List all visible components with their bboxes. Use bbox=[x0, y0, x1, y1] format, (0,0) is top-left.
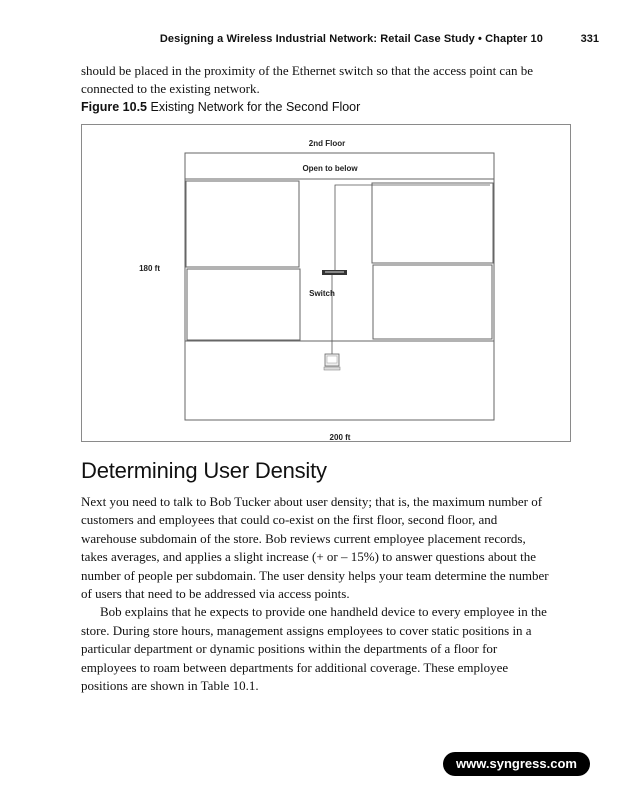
intro-paragraph: should be placed in the proximity of the Ethernet switch so that the access point can be connected to the existing network. bbox=[81, 63, 533, 96]
department-top-right bbox=[372, 183, 493, 263]
running-header bbox=[0, 33, 620, 49]
page-number: 331 bbox=[580, 33, 599, 45]
website-badge: www.syngress.com bbox=[443, 752, 590, 776]
figure-number: Figure 10.5 bbox=[81, 100, 147, 114]
body-paragraph: Next you need to talk to Bob Tucker about user density; that is, the maximum number of customers and employees that could co-exist on the first floor, second floor, and warehouse subdomain of the store. Bob reviews current employee placement records, takes averages, and applies a slight increase (+ or – 15%) to answer questions about the number of people per subdomain. The user density helps your team determine the number of users that need to be addressed via access points. bbox=[81, 494, 549, 602]
department-mid-left bbox=[187, 269, 300, 340]
width-dimension-label: 200 ft bbox=[329, 433, 351, 442]
running-title: Designing a Wireless Industrial Network: Retail Case Study • Chapter 10 bbox=[159, 33, 543, 45]
department-mid-right bbox=[373, 265, 492, 339]
switch-label: Switch bbox=[309, 289, 335, 298]
department-top-left bbox=[186, 181, 299, 267]
open-area-label: Open to below bbox=[302, 164, 358, 173]
body-paragraph: Bob explains that he expects to provide one handheld device to every employee in the store. During store hours, management assigns employees to cover static positions in a particular department or dynamic positions within the departments of a floor for employees to roam between departments for additional coverage. These employee positions are shown in Table 10.1. bbox=[81, 604, 547, 694]
section-body bbox=[81, 493, 553, 695]
floor-label: 2nd Floor bbox=[308, 139, 346, 148]
height-dimension-label: 180 ft bbox=[139, 264, 160, 273]
figure-title: Existing Network for the Second Floor bbox=[150, 100, 361, 114]
cable-top bbox=[335, 185, 490, 273]
section-heading: Determining User Density bbox=[81, 458, 327, 483]
floor-plan-diagram bbox=[82, 125, 572, 443]
computer-icon bbox=[324, 354, 340, 370]
floor-plan-figure bbox=[81, 124, 571, 442]
figure-caption bbox=[81, 100, 360, 114]
building-outline bbox=[185, 153, 494, 420]
